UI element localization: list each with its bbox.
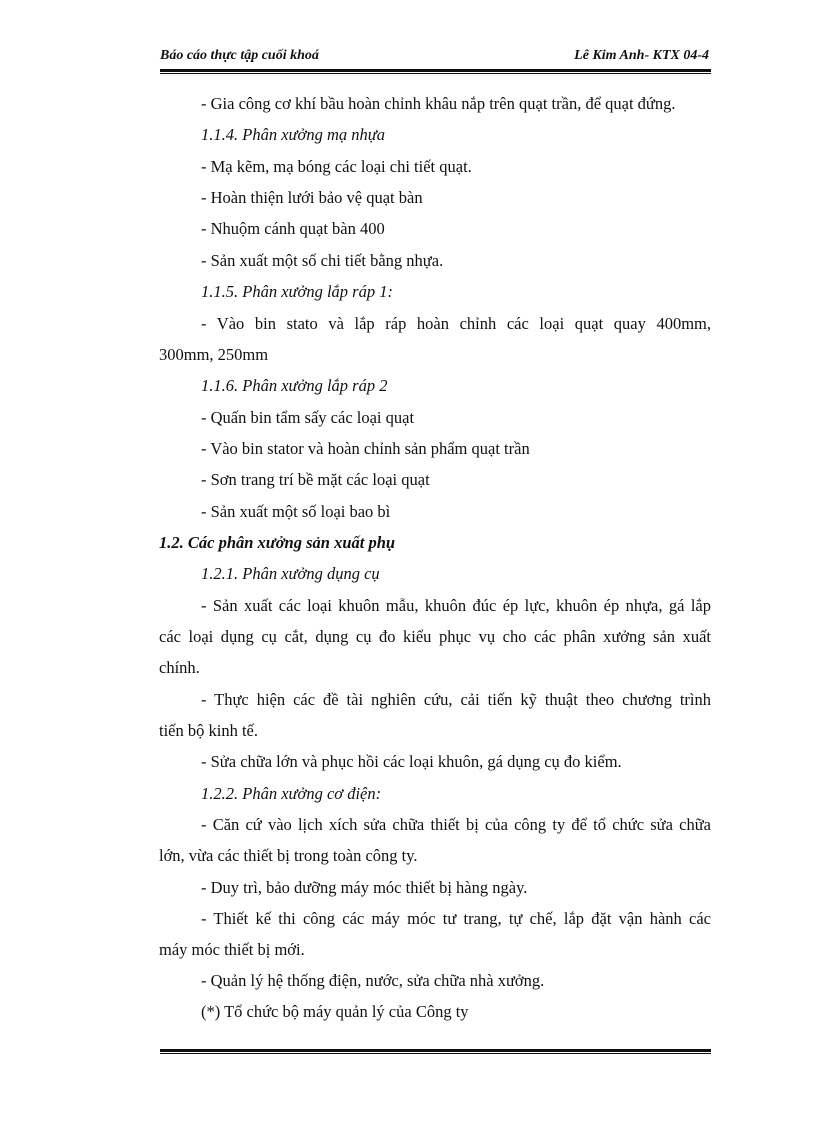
subsection-heading: 1.1.6. Phân xưởng lắp ráp 2 <box>201 376 388 395</box>
bullet-line: - Sản xuất các loại khuôn mẫu, khuôn đúc ép lực, khuôn ép nhựa, gá lắp <box>201 596 711 615</box>
bullet-line: - Thiết kế thi công các máy móc tư trang, tự chế, lắp đặt vận hành các <box>201 909 711 928</box>
paragraph-line: máy móc thiết bị mới. <box>159 940 305 959</box>
paragraph-line: tiến bộ kinh tế. <box>159 721 258 740</box>
paragraph-line: chính. <box>159 658 200 677</box>
header-author: Lê Kim Anh- KTX 04-4 <box>574 48 709 63</box>
bullet-line: - Vào bin stato và lắp ráp hoàn chỉnh các loại quạt quay 400mm, <box>201 314 711 333</box>
paragraph-line: (*) Tổ chức bộ máy quản lý của Công ty <box>201 1002 469 1021</box>
bullet-line: - Nhuộm cánh quạt bàn 400 <box>201 219 385 238</box>
subsection-heading: 1.2.1. Phân xưởng dụng cụ <box>201 564 380 583</box>
bullet-line: - Sơn trang trí bề mặt các loại quạt <box>201 470 430 489</box>
bullet-line: - Vào bin stator và hoàn chỉnh sản phẩm quạt trần <box>201 439 530 458</box>
bullet-line: - Sửa chữa lớn và phục hồi các loại khuôn, gá dụng cụ đo kiểm. <box>201 752 622 771</box>
paragraph-line: các loại dụng cụ cắt, dụng cụ đo kiểu phục vụ cho các phân xưởng sản xuất <box>159 627 711 646</box>
subsection-heading: 1.1.5. Phân xưởng lắp ráp 1: <box>201 282 393 301</box>
bullet-line: - Sản xuất một số loại bao bì <box>201 502 391 521</box>
header-report-title: Báo cáo thực tập cuối khoá <box>160 48 319 63</box>
header-rule <box>160 69 711 72</box>
bullet-line: - Căn cứ vào lịch xích sửa chữa thiết bị của công ty để tổ chức sửa chữa <box>201 815 711 834</box>
header-rule-thin <box>160 73 711 74</box>
bullet-line: - Gia công cơ khí bầu hoàn chỉnh khâu nắp trên quạt trần, để quạt đứng. <box>201 94 676 113</box>
footer-rule-thin <box>160 1053 711 1054</box>
bullet-line: - Hoàn thiện lưới bảo vệ quạt bàn <box>201 188 423 207</box>
subsection-heading: 1.2.2. Phân xưởng cơ điện: <box>201 784 382 803</box>
paragraph-line: 300mm, 250mm <box>159 345 269 364</box>
paragraph-line: lớn, vừa các thiết bị trong toàn công ty. <box>159 846 418 865</box>
bullet-line: - Mạ kẽm, mạ bóng các loại chi tiết quạt. <box>201 157 472 176</box>
bullet-line: - Quản lý hệ thống điện, nước, sửa chữa nhà xưởng. <box>201 971 545 990</box>
page-header <box>160 46 711 66</box>
subsection-heading: 1.1.4. Phân xưởng mạ nhựa <box>201 125 385 144</box>
bullet-line: - Duy trì, bảo dưỡng máy móc thiết bị hàng ngày. <box>201 878 528 897</box>
bullet-line: - Quấn bin tẩm sấy các loại quạt <box>201 408 415 427</box>
section-heading: 1.2. Các phân xưởng sản xuất phụ <box>159 533 396 552</box>
bullet-line: - Thực hiện các đề tài nghiên cứu, cải tiến kỹ thuật theo chương trình <box>201 690 711 709</box>
bullet-line: - Sản xuất một số chi tiết bằng nhựa. <box>201 251 444 270</box>
footer-rule <box>160 1049 711 1052</box>
